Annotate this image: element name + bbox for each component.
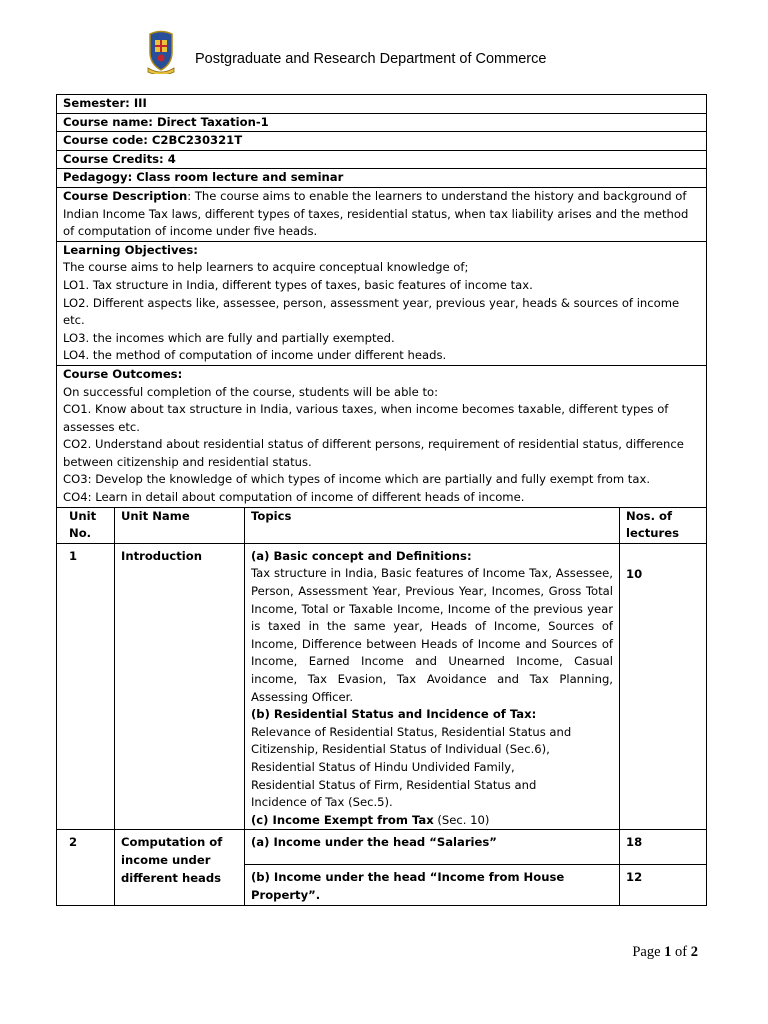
course-description-label: Course Description	[63, 188, 188, 203]
unit-1-part-b-heading: (b) Residential Status and Incidence of Tax:	[251, 707, 537, 722]
unit-1-part-c-suffix: (Sec. 10)	[433, 812, 490, 827]
unit-2-row-a	[57, 830, 707, 865]
outcome-item: CO2. Understand about residential status of different persons, requirement of residential status, difference between citizenship and residential status.	[63, 437, 684, 469]
learning-objectives	[57, 241, 707, 365]
header-unit-name: Unit Name	[115, 507, 245, 543]
unit-1-part-a-heading: (a) Basic concept and Definitions:	[251, 548, 472, 563]
college-emblem-icon	[146, 30, 176, 74]
outcome-item: CO1. Know about tax structure in India, various taxes, when income becomes taxable, different types of assesses etc.	[63, 402, 669, 434]
unit-2-lectures-b: 12	[620, 865, 707, 905]
header	[146, 30, 176, 74]
unit-1-part-b-line: Residential Status of Hindu Undivided Family,	[251, 759, 515, 774]
unit-1-part-c	[251, 812, 613, 830]
outcome-item: CO3: Develop the knowledge of which types of income which are partially and fully exempt from tax.	[63, 472, 651, 487]
semester: Semester: III	[57, 95, 707, 114]
learning-objectives-row	[57, 241, 707, 365]
header-lectures: Nos. of lectures	[620, 507, 707, 543]
semester-row	[57, 95, 707, 114]
unit-1-lectures: 10	[620, 543, 707, 830]
course-description	[57, 187, 707, 241]
unit-1-part-b-line: Incidence of Tax (Sec.5).	[251, 795, 393, 810]
course-credits-row	[57, 150, 707, 169]
course-description-text: : The course aims to enable the learners to understand the history and background of Indian Income Tax laws, different types of taxes, residential status, when tax liability arises and the method of computation of income under five heads.	[63, 188, 689, 239]
unit-2-name: Computation of income under different heads	[115, 830, 245, 905]
outcome-item: CO4: Learn in detail about computation of income of different heads of income.	[63, 490, 525, 505]
page-word: Page	[632, 944, 665, 960]
unit-2-topic-b: (b) Income under the head “Income from House Property”.	[245, 865, 620, 905]
unit-1-name: Introduction	[115, 543, 245, 830]
unit-1-part-c-heading: (c) Income Exempt from Tax	[251, 812, 434, 827]
unit-2-topic-a: (a) Income under the head “Salaries”	[245, 830, 620, 865]
page-of: of	[671, 944, 691, 960]
page-total: 2	[690, 944, 698, 960]
course-credits: Course Credits: 4	[57, 150, 707, 169]
department-title: Postgraduate and Research Department of Commerce	[195, 51, 547, 67]
units-header-row	[57, 507, 707, 543]
course-outcomes	[57, 365, 707, 507]
syllabus-table	[56, 94, 707, 906]
unit-1-part-b-line: Relevance of Residential Status, Residential Status and	[251, 724, 572, 739]
page-number	[632, 944, 698, 961]
learning-objectives-heading: Learning Objectives:	[63, 242, 198, 257]
course-outcomes-intro: On successful completion of the course, students will be able to:	[63, 384, 439, 399]
learning-objectives-intro: The course aims to help learners to acquire conceptual knowledge of;	[63, 260, 469, 275]
pedagogy: Pedagogy: Class room lecture and seminar	[57, 169, 707, 188]
course-outcomes-heading: Course Outcomes:	[63, 366, 183, 381]
unit-1-part-a-text: Tax structure in India, Basic features of Income Tax, Assessee, Person, Assessment Year, Previous Year, Incomes, Gross Total Income, Total or Taxable Income, Income of the previous year is taxed in the same year, Heads of Income, Sources of Income, Difference between Heads of Income and Sources of Income, Earned Income and Unearned Income, Casual income, Tax Evasion, Tax Avoidance and Tax Planning, Assessing Officer.	[251, 566, 613, 704]
course-description-row	[57, 187, 707, 241]
course-name: Course name: Direct Taxation-1	[57, 113, 707, 132]
unit-1-part-b-line: Residential Status of Firm, Residential Status and	[251, 777, 537, 792]
unit-2-lectures-a: 18	[620, 830, 707, 865]
unit-1-row	[57, 543, 707, 830]
course-outcomes-row	[57, 365, 707, 507]
course-code-row	[57, 132, 707, 151]
course-code: Course code: C2BC230321T	[57, 132, 707, 151]
unit-1-topics	[245, 543, 620, 830]
page-current: 1	[664, 944, 672, 960]
objective-item: LO1. Tax structure in India, different types of taxes, basic features of income tax.	[63, 277, 533, 292]
unit-2-no: 2	[57, 830, 115, 905]
course-name-row	[57, 113, 707, 132]
unit-1-part-b-line: Citizenship, Residential Status of Individual (Sec.6),	[251, 742, 550, 757]
course-syllabus	[56, 94, 706, 906]
objective-item: LO2. Different aspects like, assessee, person, assessment year, previous year, heads & sources of income etc.	[63, 295, 680, 328]
objective-item: LO3. the incomes which are fully and partially exempted.	[63, 330, 395, 345]
pedagogy-row	[57, 169, 707, 188]
objective-item: LO4. the method of computation of income under different heads.	[63, 348, 447, 363]
unit-1-no: 1	[57, 543, 115, 830]
header-topics: Topics	[245, 507, 620, 543]
header-unit-no: Unit No.	[57, 507, 115, 543]
